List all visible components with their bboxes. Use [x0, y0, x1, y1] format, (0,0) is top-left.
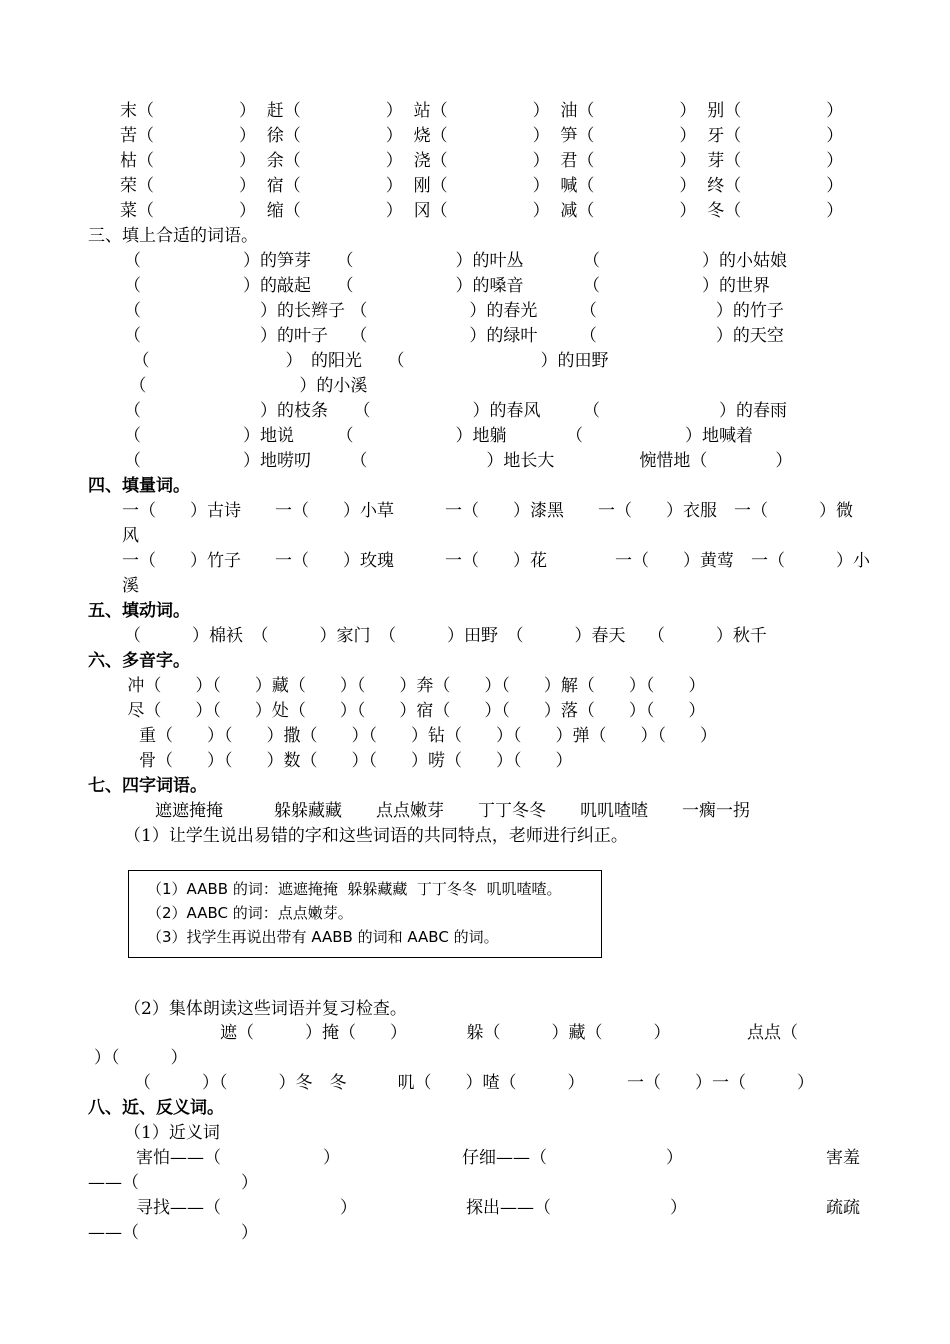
section-8-title: 八、近、反义词。: [88, 1098, 224, 1118]
note-2: （2）集体朗读这些词语并复习检查。: [124, 999, 407, 1019]
review-row: 遮（ ）掩（ ） 躲（ ）藏（ ） 点点（: [220, 1023, 798, 1043]
synonym-subtitle: （1）近义词: [124, 1123, 220, 1143]
review-row-wrap: ）（ ）: [94, 1048, 188, 1068]
measure-row-wrap: 溪: [122, 576, 139, 596]
section-3-title: 三、填上合适的词语。: [88, 226, 258, 246]
char-row-5: 菜（ ） 缩（ ） 冈（ ） 减（ ） 冬（ ）: [120, 201, 844, 221]
polyphone-row: 重（ ）（ ）撒（ ）（ ）钻（ ）（ ）弹（ ）（ ）: [122, 726, 717, 746]
section-7-title: 七、四字词语。: [88, 776, 207, 796]
char-row-4: 荣（ ） 宿（ ） 刚（ ） 喊（ ） 终（ ）: [120, 176, 844, 196]
phrase-row: （ ）的笋芽 （ ）的叶丛 （ ）的小姑娘: [124, 251, 787, 271]
phrase-row: （ ）地唠叨 （ ）地长大 惋惜地（ ）: [124, 451, 793, 471]
synonym-item: 仔细——（ ）: [462, 1148, 683, 1168]
measure-row: 一（ ）古诗 一（ ）小草 一（ ）漆黑 一（ ）衣服 一（ ）微: [122, 501, 853, 521]
review-row: （ ）（ ）冬 冬 叽（ ）喳（ ） 一（ ）一（ ）: [134, 1073, 814, 1093]
synonym-item-wrap: ——（ ）: [88, 1223, 258, 1243]
phrase-row: （ ）地说 （ ）地躺 （ ）地喊着: [124, 426, 753, 446]
synonym-item: 害怕——（ ）: [136, 1148, 340, 1168]
note-1: （1）让学生说出易错的字和这些词语的共同特点，老师进行纠正。: [124, 826, 628, 846]
synonym-item: 寻找——（ ）: [136, 1198, 357, 1218]
phrase-row: （ ）的枝条 （ ）的春风 （ ）的春雨: [124, 401, 787, 421]
char-row-1: 末（ ） 赶（ ） 站（ ） 油（ ） 别（ ）: [120, 101, 844, 121]
phrase-row: （ ）的长辫子 （ ）的春光 （ ）的竹子: [124, 301, 784, 321]
phrase-row: （ ）的小溪: [124, 376, 368, 396]
box-line-3: （3）找学生再说出带有 AABB 的词和 AABC 的词。: [147, 928, 499, 946]
section-6-title: 六、多音字。: [88, 651, 190, 671]
polyphone-row: 冲（ ）（ ）藏（ ）（ ）奔（ ）（ ）解（ ）（ ）: [122, 676, 706, 696]
synonym-item: 探出——（ ）: [466, 1198, 687, 1218]
box-line-2: （2）AABC 的词：点点嫩芽。: [147, 904, 353, 922]
box-line-1: （1）AABB 的词：遮遮掩掩 躲躲藏藏 丁丁冬冬 叽叽喳喳。: [147, 880, 562, 898]
measure-row: 一（ ）竹子 一（ ）玫瑰 一（ ）花 一（ ）黄莺 一（ ）小: [122, 551, 870, 571]
phrase-row: （ ）的敲起 （ ）的嗓音 （ ）的世界: [124, 276, 770, 296]
four-char-words: 遮遮掩掩 躲躲藏藏 点点嫩芽 丁丁冬冬 叽叽喳喳 一瘸一拐: [155, 801, 750, 821]
phrase-row: （ ）的叶子 （ ）的绿叶 （ ）的天空: [124, 326, 784, 346]
summary-box: [128, 870, 602, 958]
section-5-title: 五、填动词。: [88, 601, 190, 621]
measure-row-wrap: 风: [122, 526, 139, 546]
section-4-title: 四、填量词。: [88, 476, 190, 496]
phrase-row: （ ） 的阳光 （ ）的田野: [124, 351, 609, 371]
polyphone-row: 骨（ ）（ ）数（ ）（ ）唠（ ）（ ）: [122, 751, 573, 771]
synonym-item: 害羞: [826, 1148, 860, 1168]
synonym-item: 疏疏: [826, 1198, 860, 1218]
verb-row: （ ）棉袄 （ ）家门 （ ）田野 （ ）春天 （ ）秋千: [124, 626, 767, 646]
synonym-item-wrap: ——（ ）: [88, 1173, 258, 1193]
polyphone-row: 尽（ ）（ ）处（ ）（ ）宿（ ）（ ）落（ ）（ ）: [122, 701, 706, 721]
char-row-2: 苦（ ） 徐（ ） 烧（ ） 笋（ ） 牙（ ）: [120, 126, 844, 146]
char-row-3: 枯（ ） 余（ ） 浇（ ） 君（ ） 芽（ ）: [120, 151, 844, 171]
